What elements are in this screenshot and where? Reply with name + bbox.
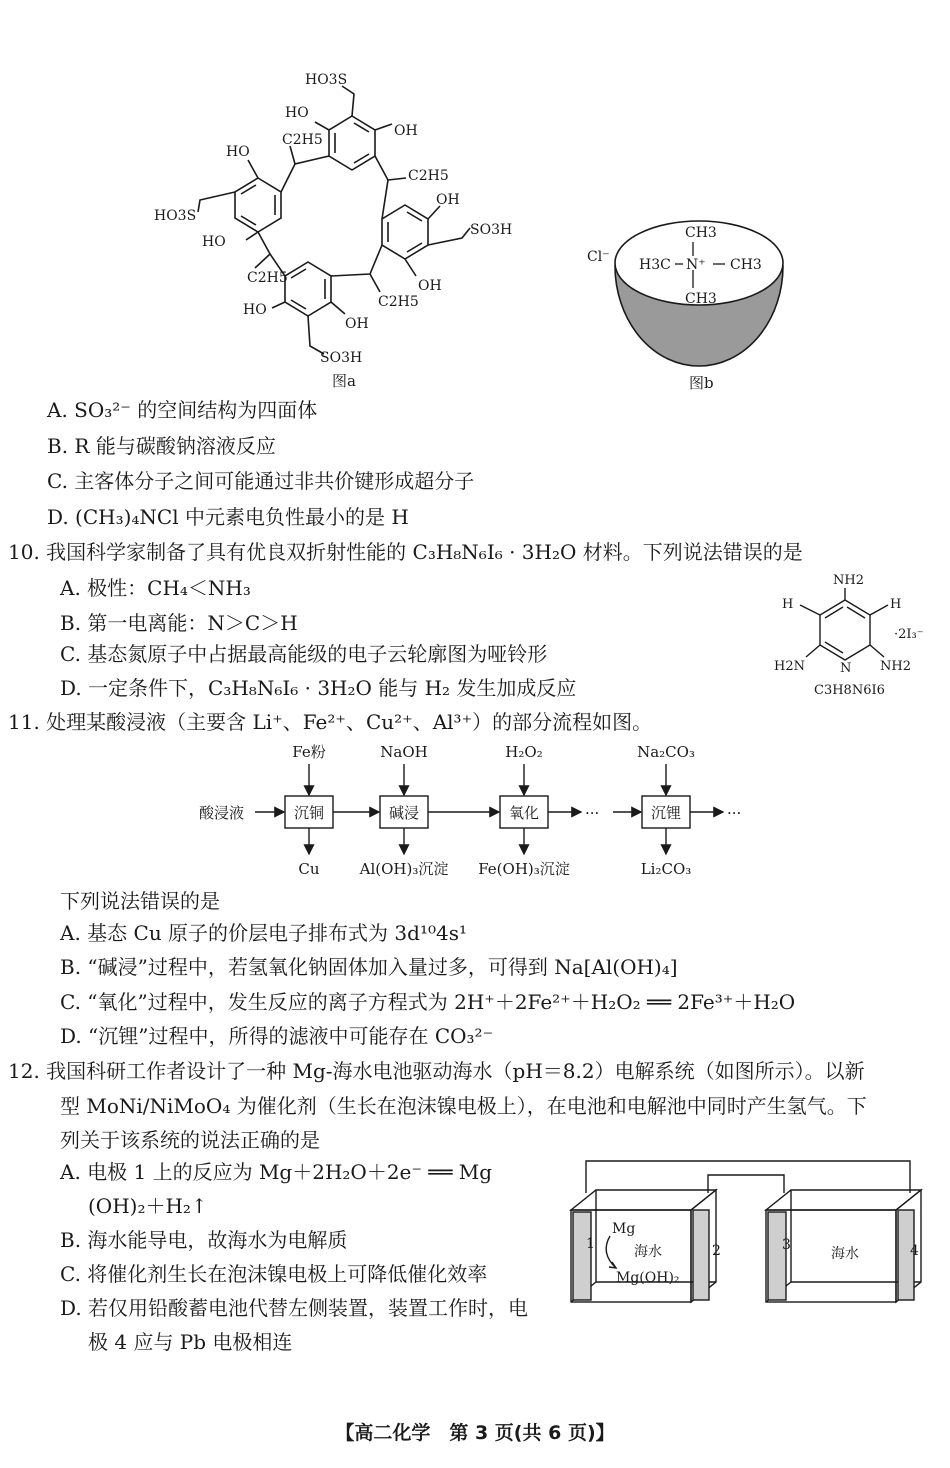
label-mg: Mg [612, 1221, 636, 1237]
label-so3h: SO3H [320, 350, 363, 366]
figure-a-structure [140, 60, 540, 395]
label-ho3s: HO3S [154, 208, 197, 224]
label-formula: C3H8N6I6 [814, 683, 885, 698]
label-nh2: NH2 [880, 659, 911, 674]
label-h: H [782, 597, 794, 612]
figure-a-caption: 图a [332, 372, 356, 390]
q11-option-d: D. “沉锂”过程中，所得的滤液中可能存在 CO₃²⁻ [60, 1024, 494, 1048]
flow-ellipsis: ··· [727, 804, 742, 822]
label-so3h: SO3H [470, 222, 513, 238]
q12-stem-line3: 列关于该系统的说法正确的是 [60, 1128, 320, 1152]
q10-option-a: A. 极性：CH₄＜NH₃ [60, 576, 251, 600]
electrode-label: 3 [782, 1237, 791, 1253]
label-c2h5: C2H5 [408, 168, 449, 184]
flow-step: 氧化 [508, 804, 540, 822]
q9-option-b: B. R 能与碳酸钠溶液反应 [47, 434, 276, 458]
figure-b-caption: 图b [689, 374, 714, 392]
flow-reagent: NaOH [380, 743, 428, 761]
label-ch3: CH3 [685, 291, 717, 307]
label-ho: HO [285, 105, 309, 121]
label-n: N [840, 661, 852, 676]
label-cl: Cl⁻ [587, 249, 610, 265]
label-ho: HO [243, 302, 267, 318]
q12-option-d-line2: 极 4 应与 Pb 电极相连 [88, 1330, 293, 1354]
label-c2h5: C2H5 [378, 294, 419, 310]
flow-product: Li₂CO₃ [640, 860, 692, 878]
flow-reagent: H₂O₂ [505, 743, 543, 761]
q12-stem-line2: 型 MoNi/NiMoO₄ 为催化剂（生长在泡沫镍电极上），在电池和电解池中同时产生氢气。下 [60, 1094, 867, 1118]
label-n: N⁺ [686, 257, 706, 273]
label-counter-ion: ·2I₃⁻ [894, 627, 924, 642]
label-ch3: CH3 [685, 225, 717, 241]
label-oh: OH [436, 192, 460, 208]
q10-option-d: D. 一定条件下，C₃H₈N₆I₆ · 3H₂O 能与 H₂ 发生加成反应 [60, 676, 577, 700]
q9-option-d: D. (CH₃)₄NCl 中元素电负性最小的是 H [47, 505, 409, 529]
q11-option-b: B. “碱浸”过程中，若氢氧化钠固体加入量过多，可得到 Na[Al(OH)₄] [60, 955, 678, 979]
label-ho3s: HO3S [305, 72, 348, 88]
label-c2h5: C2H5 [247, 270, 288, 286]
q12-stem-line1: 12. 我国科研工作者设计了一种 Mg-海水电池驱动海水（pH＝8.2）电解系统（如图所示）。以新 [8, 1059, 865, 1083]
flow-product: Cu [298, 860, 320, 878]
q12-option-a-line1: A. 电极 1 上的反应为 Mg＋2H₂O＋2e⁻ ══ Mg [60, 1160, 493, 1184]
q12-option-a-line2: (OH)₂＋H₂↑ [88, 1194, 208, 1218]
label-c2h5: C2H5 [282, 132, 323, 148]
q11-stem: 11. 处理某酸浸液（主要含 Li⁺、Fe²⁺、Cu²⁺、Al³⁺）的部分流程如图。 [8, 710, 653, 734]
q11-flowchart [195, 738, 775, 883]
label-seawater: 海水 [831, 1246, 859, 1262]
label-ho: HO [226, 144, 250, 160]
q9-option-c: C. 主客体分子之间可能通过非共价键形成超分子 [47, 469, 475, 493]
q11-option-a: A. 基态 Cu 原子的价层电子排布式为 3d¹⁰4s¹ [60, 921, 467, 945]
label-nh2: NH2 [833, 573, 864, 588]
q12-option-d-line1: D. 若仅用铅酸蓄电池代替左侧装置，装置工作时，电 [60, 1296, 529, 1320]
flow-product: Fe(OH)₃沉淀 [478, 860, 570, 878]
flow-step: 碱浸 [388, 804, 420, 822]
label-mgoh2: Mg(OH)₂ [616, 1270, 680, 1286]
q11-sub-stem: 下列说法错误的是 [60, 889, 220, 913]
flow-input: 酸浸液 [199, 804, 245, 822]
q12-option-c: C. 将催化剂生长在泡沫镍电极上可降低催化效率 [60, 1262, 488, 1286]
flow-reagent: Na₂CO₃ [637, 743, 695, 761]
flow-product: Al(OH)₃沉淀 [359, 860, 449, 878]
electrode-label: 1 [586, 1236, 595, 1252]
label-oh: OH [418, 278, 442, 294]
flow-ellipsis: ··· [585, 804, 600, 822]
q11-option-c: C. “氧化”过程中，发生反应的离子方程式为 2H⁺＋2Fe²⁺＋H₂O₂ ══ 2Fe³⁺＋H₂O [60, 990, 796, 1014]
label-oh: OH [345, 316, 369, 332]
page-footer: 【高二化学 第 3 页(共 6 页)】 [335, 1422, 615, 1444]
label-ch3: CH3 [730, 257, 762, 273]
q12-electrolysis-diagram [566, 1158, 936, 1318]
label-h2n: H2N [774, 659, 805, 674]
q10-option-c: C. 基态氮原子中占据最高能级的电子云轮廓图为哑铃形 [60, 642, 548, 666]
flow-step: 沉铜 [293, 804, 325, 822]
q9-option-a: A. SO₃²⁻ 的空间结构为四面体 [47, 398, 318, 422]
label-h3c: H3C [639, 257, 671, 273]
q12-option-b: B. 海水能导电，故海水为电解质 [60, 1228, 348, 1252]
flow-reagent: Fe粉 [292, 743, 326, 761]
q10-stem: 10. 我国科学家制备了具有优良双折射性能的 C₃H₈N₆I₆ · 3H₂O 材料。下列说法错误的是 [8, 540, 803, 564]
flow-step: 沉锂 [650, 804, 682, 822]
figure-b-structure [585, 208, 805, 395]
label-ho: HO [202, 234, 226, 250]
label-seawater: 海水 [634, 1244, 662, 1260]
label-h: H [890, 597, 902, 612]
electrode-label: 2 [712, 1243, 721, 1259]
label-oh: OH [394, 123, 418, 139]
q10-structure [770, 570, 940, 700]
electrode-label: 4 [910, 1243, 919, 1259]
q10-option-b: B. 第一电离能：N＞C＞H [60, 611, 298, 635]
